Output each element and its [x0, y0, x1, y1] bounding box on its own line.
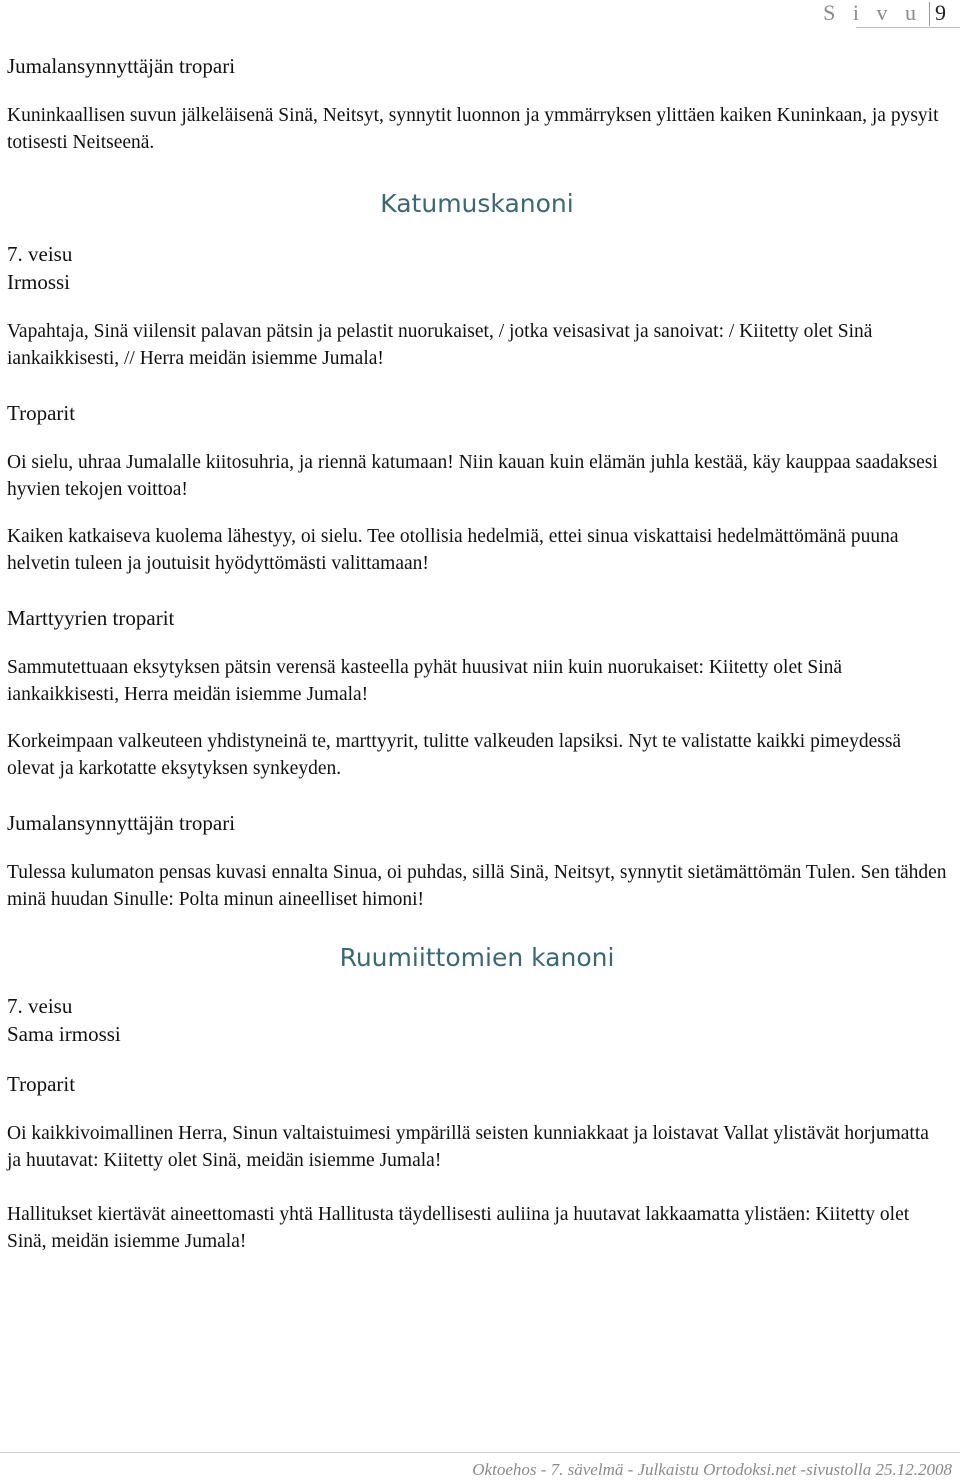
footer-text: Oktoehos - 7. sävelmä - Julkaistu Ortodoksi.net -sivustolla 25.12.2008 [472, 1460, 952, 1479]
heading-troparia-b: Troparit [7, 1072, 76, 1096]
heading-ode-7: 7. veisu [7, 242, 73, 266]
heading-same-irmos: Sama irmossi [7, 1022, 121, 1046]
heading-irmos: Irmossi [7, 270, 70, 294]
paragraph-troparion-1: Oi sielu, uhraa Jumalalle kiitosuhria, ja riennä katumaan! Niin kauan kuin elämän juhla kestää, käy kauppaa saadaksesi hyvien tekojen voittoa! [7, 452, 938, 500]
header-rule [856, 27, 960, 28]
paragraph-troparion-2: Kaiken katkaiseva kuolema lähestyy, oi sielu. Tee otollisia hedelmiä, ettei sinua viskattaisi hedelmättömänä puuna helvetin tuleen ja joutuisit hyödyttömästi valittamaan! [7, 526, 899, 574]
heading-theotokion-2: Jumalansynnyttäjän tropari [7, 811, 236, 835]
page-label: S i v u [823, 0, 922, 25]
page-header [0, 0, 960, 28]
section-title-ruumiittomien-kanoni: Ruumiittomien kanoni [339, 943, 615, 972]
page-number: 9 [935, 0, 946, 25]
heading-theotokion: Jumalansynnyttäjän tropari [7, 54, 236, 78]
paragraph-theotokion: Kuninkaallisen suvun jälkeläisenä Sinä, Neitsyt, synnytit luonnon ja ymmärryksen ylittäen kaiken Kuninkaan, ja pysyit totisesti Neitseenä. [7, 105, 939, 153]
heading-troparia: Troparit [7, 401, 76, 425]
section-title-katumuskanoni: Katumuskanoni [380, 189, 574, 218]
heading-ode-7-b: 7. veisu [7, 994, 73, 1018]
paragraph-irmos: Vapahtaja, Sinä viilensit palavan pätsin ja pelastit nuorukaiset, / jotka veisasivat ja sanoivat: / Kiitetty olet Sinä iankaikkisesti, // Herra meidän isiemme Jumala! [7, 321, 873, 369]
heading-martyrs-troparia: Marttyyrien troparit [7, 606, 175, 630]
document-body [7, 52, 947, 1282]
footer-rule [0, 1452, 960, 1453]
header-separator [929, 2, 930, 26]
paragraph-martyrs-1: Sammutettuaan eksytyksen pätsin verensä kasteella pyhät huusivat niin kuin nuorukaiset: Kiitetty olet Sinä iankaikkisesti, Herra meidän isiemme Jumala! [7, 657, 843, 705]
page-footer [0, 1452, 960, 1480]
paragraph-theotokion-2: Tulessa kulumaton pensas kuvasi ennalta Sinua, oi puhdas, sillä Sinä, Neitsyt, synnytit sietämättömän Tulen. Sen tähden minä huudan Sinulle: Polta minun aineelliset himoni! [7, 862, 947, 910]
paragraph-martyrs-2: Korkeimpaan valkeuteen yhdistyneinä te, marttyyrit, tulitte valkeuden lapsiksi. Nyt te valistatte kaikki pimeydessä olevat ja karkotatte eksytyksen synkeyden. [7, 731, 902, 779]
paragraph-troparion-b-1: Oi kaikkivoimallinen Herra, Sinun valtaistuimesi ympärillä seisten kunniakkaat ja loistavat Vallat ylistävät horjumatta ja huutavat: Kiitetty olet Sinä, meidän isiemme Jumala! [7, 1123, 929, 1171]
paragraph-troparion-b-2: Hallitukset kiertävät aineettomasti yhtä Hallitusta täydellisesti auliina ja huutavat lakkaamatta ylistäen: Kiitetty olet Sinä, meidän isiemme Jumala! [7, 1204, 910, 1252]
